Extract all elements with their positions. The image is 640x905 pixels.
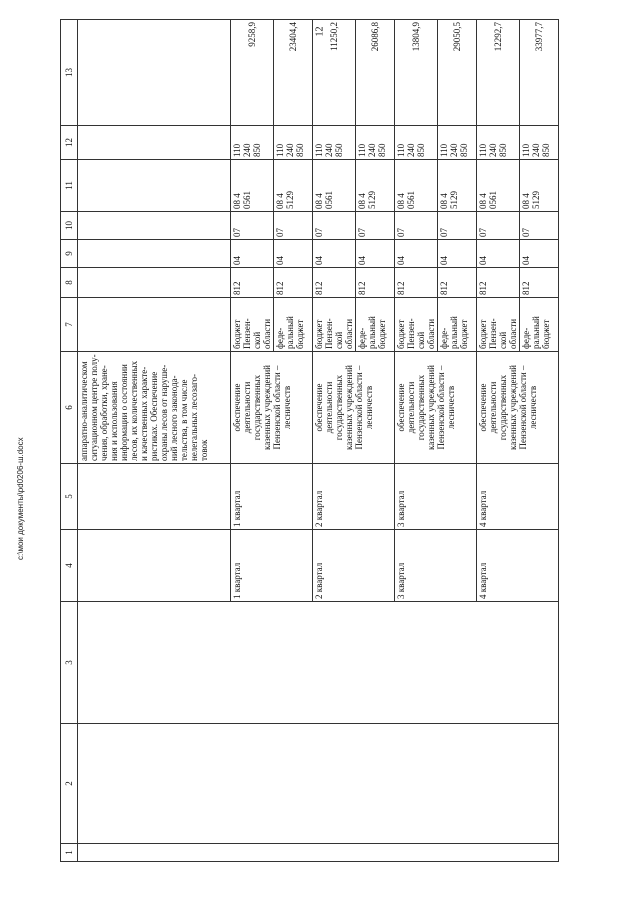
grbs-code: 812 xyxy=(520,268,559,298)
grbs-code: 812 xyxy=(274,268,313,298)
cell-col-3 xyxy=(78,602,559,724)
cell-col-1 xyxy=(78,844,559,862)
target-item-code: 08 4 5129 xyxy=(274,160,313,212)
activity-description: обеспечение деятельности государственных казенных учреждений Пензенской области – лесничеств xyxy=(395,352,477,464)
subsection-code: 07 xyxy=(477,212,520,240)
expense-type-code: 110 240 850 xyxy=(274,126,313,160)
cell-empty xyxy=(78,298,231,352)
rotated-table-sheet xyxy=(60,20,620,862)
target-item-code: 08 4 0561 xyxy=(313,160,356,212)
amount-value: 26086,8 xyxy=(356,20,395,126)
cell-empty xyxy=(78,464,231,530)
budget-source: бюджет Пензен- ской области xyxy=(395,298,438,352)
quarter-term: 2 квартал xyxy=(313,530,395,602)
intro-row xyxy=(78,20,231,862)
column-number: 11 xyxy=(61,160,78,212)
column-number: 13 xyxy=(61,20,78,126)
column-number: 4 xyxy=(61,530,78,602)
intro-description: аппаратно-аналитическом ситуационном центре полу- чения, обработки, хране- ния и использования информации о состоянии лесов, их количественных и качественных характе- ристиках. Обеспечение охраны лесов от наруше- ний лесного законода- тельства, в том числе нелегальных лесозаго- товок xyxy=(78,352,231,464)
column-number: 8 xyxy=(61,268,78,298)
quarter-term-end: 3 квартал xyxy=(395,464,477,530)
amount-value: 12292,7 xyxy=(477,20,520,126)
section-code: 04 xyxy=(520,240,559,268)
target-item-code: 08 4 0561 xyxy=(231,160,274,212)
section-code: 04 xyxy=(438,240,477,268)
column-number: 9 xyxy=(61,240,78,268)
activity-description: обеспечение деятельности государственных казенных учреждений Пензенской области – лесничеств xyxy=(313,352,395,464)
section-code: 04 xyxy=(274,240,313,268)
subsection-code: 07 xyxy=(438,212,477,240)
cell-col-2 xyxy=(78,724,559,844)
subsection-code: 07 xyxy=(274,212,313,240)
column-number: 3 xyxy=(61,602,78,724)
target-item-code: 08 4 5129 xyxy=(520,160,559,212)
grbs-code: 812 xyxy=(356,268,395,298)
cell-empty xyxy=(78,126,231,160)
activity-description: обеспечение деятельности государственных казенных учреждений Пензенской области – лесничеств xyxy=(477,352,559,464)
grbs-code: 812 xyxy=(395,268,438,298)
column-number: 12 xyxy=(61,126,78,160)
file-path-footer: c:\мои документы\pd0206-ш.docx xyxy=(16,437,25,560)
activity-description: обеспечение деятельности государственных казенных учреждений Пензенской области – лесничеств xyxy=(231,352,313,464)
table-body xyxy=(78,20,559,862)
expense-type-code: 110 240 850 xyxy=(395,126,438,160)
budget-source: феде- ральный бюджет xyxy=(274,298,313,352)
cell-empty xyxy=(78,212,231,240)
column-number: 7 xyxy=(61,298,78,352)
subsection-code: 07 xyxy=(313,212,356,240)
amount-value: 23404,4 xyxy=(274,20,313,126)
subsection-code: 07 xyxy=(520,212,559,240)
cell-empty xyxy=(78,268,231,298)
target-item-code: 08 4 0561 xyxy=(395,160,438,212)
section-code: 04 xyxy=(356,240,395,268)
cell-empty xyxy=(78,20,231,126)
amount-value: 29050,5 xyxy=(438,20,477,126)
quarter-term-end: 4 квартал xyxy=(477,464,559,530)
column-number: 2 xyxy=(61,724,78,844)
expense-type-code: 110 240 850 xyxy=(520,126,559,160)
quarter-term: 3 квартал xyxy=(395,530,477,602)
quarter-term-end: 2 квартал xyxy=(313,464,395,530)
amount-value: 13804,9 xyxy=(395,20,438,126)
quarter-term: 1 квартал xyxy=(231,530,313,602)
cell-empty xyxy=(78,160,231,212)
expense-type-code: 110 240 850 xyxy=(231,126,274,160)
target-item-code: 08 4 5129 xyxy=(438,160,477,212)
budget-source: феде- ральный бюджет xyxy=(356,298,395,352)
budget-source: феде- ральный бюджет xyxy=(438,298,477,352)
column-number: 10 xyxy=(61,212,78,240)
schedule-table xyxy=(60,19,559,862)
expense-type-code: 110 240 850 xyxy=(477,126,520,160)
column-number: 6 xyxy=(61,352,78,464)
section-code: 04 xyxy=(313,240,356,268)
subsection-code: 07 xyxy=(356,212,395,240)
subsection-code: 07 xyxy=(395,212,438,240)
amount-value: 9258,9 xyxy=(231,20,274,126)
section-code: 04 xyxy=(477,240,520,268)
grbs-code: 812 xyxy=(231,268,274,298)
quarter-term-end: 1 квартал xyxy=(231,464,313,530)
cell-empty xyxy=(78,240,231,268)
grbs-code: 812 xyxy=(438,268,477,298)
section-code: 04 xyxy=(395,240,438,268)
target-item-code: 08 4 0561 xyxy=(477,160,520,212)
amount-value: 11250,2 xyxy=(313,20,356,126)
section-code: 04 xyxy=(231,240,274,268)
expense-type-code: 110 240 850 xyxy=(356,126,395,160)
page-number: 12 xyxy=(314,26,326,37)
budget-source: бюджет Пензен- ской области xyxy=(313,298,356,352)
column-number-header xyxy=(61,20,78,862)
grbs-code: 812 xyxy=(477,268,520,298)
grbs-code: 812 xyxy=(313,268,356,298)
amount-value: 33977,7 xyxy=(520,20,559,126)
budget-source: бюджет Пензен- ской области xyxy=(231,298,274,352)
column-number: 1 xyxy=(61,844,78,862)
expense-type-code: 110 240 850 xyxy=(313,126,356,160)
cell-empty xyxy=(78,530,231,602)
expense-type-code: 110 240 850 xyxy=(438,126,477,160)
subsection-code: 07 xyxy=(231,212,274,240)
quarter-term: 4 квартал xyxy=(477,530,559,602)
budget-source: феде- ральный бюджет xyxy=(520,298,559,352)
budget-source: бюджет Пензен- ской области xyxy=(477,298,520,352)
column-number: 5 xyxy=(61,464,78,530)
target-item-code: 08 4 5129 xyxy=(356,160,395,212)
